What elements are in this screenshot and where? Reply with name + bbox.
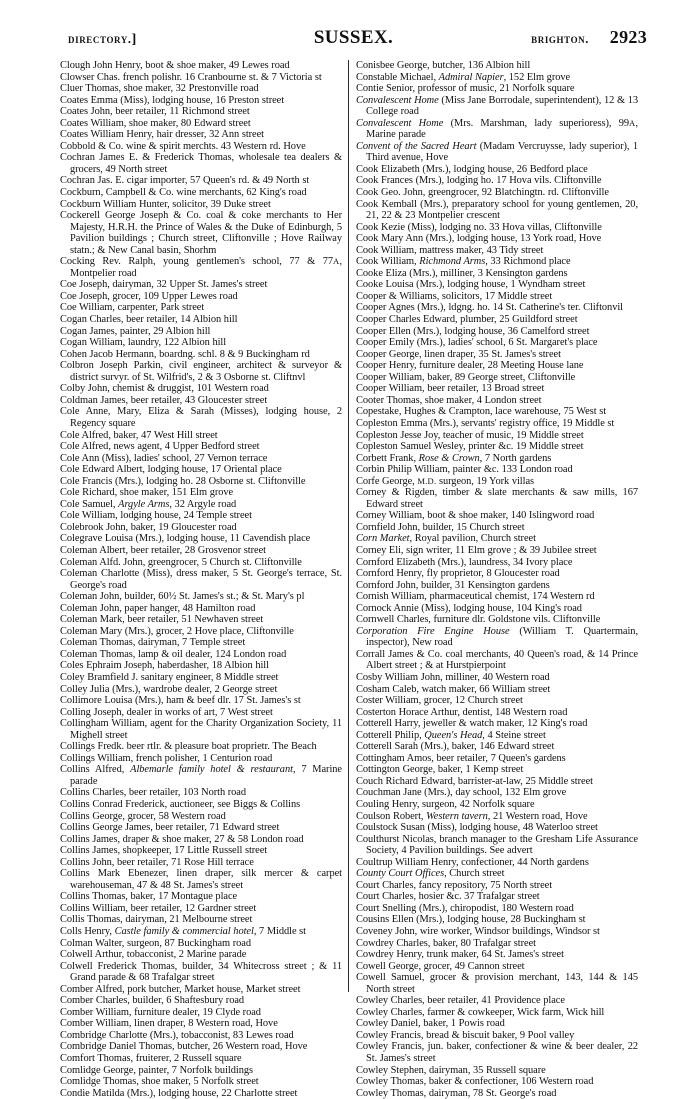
directory-entry: Collis Thomas, dairyman, 21 Melbourne street xyxy=(60,914,253,926)
directory-entry: Coster William, grocer, 12 Church street xyxy=(356,695,523,707)
directory-entry: Coley Bramfield J. sanitary engineer, 8 Middle street xyxy=(60,671,279,683)
directory-entry: Cooper Ellen (Mrs.), lodging house, 36 Camelford street xyxy=(356,325,590,337)
directory-entry: Cooper George, linen draper, 35 St. James's street xyxy=(356,348,561,360)
directory-entry: Costerton Horace Arthur, dentist, 148 Western road xyxy=(356,706,568,718)
directory-entry: Cooke Louisa (Mrs.), lodging house, 1 Wyndham street xyxy=(356,279,586,291)
directory-entry: Colwell Arthur, tobacconist, 2 Marine parade xyxy=(60,949,247,961)
directory-entry: Convalescent Home (Miss Jane Borrodale, superintendent), 12 & 13 College road xyxy=(356,94,638,118)
directory-entry: Collins Mark Ebenezer, linen draper, silk mercer & carpet warehouseman, 47 & 48 St. James's street xyxy=(60,868,342,891)
directory-entry: Cowley Stephen, dairyman, 35 Russell square xyxy=(356,1064,546,1076)
running-head-left-label: directory. xyxy=(68,32,132,46)
directory-entry: Collimore Louisa (Mrs.), ham & beef dlr. 17 St. James's st xyxy=(60,695,301,707)
directory-entry: Coates William, shoe maker, 80 Edward street xyxy=(60,117,251,129)
directory-entry: Cogan James, painter, 29 Albion hill xyxy=(60,325,211,337)
directory-entry: Cocking Rev. Ralph, young gentlemen's school, 77 & 77A, Montpelier road xyxy=(60,256,342,279)
directory-entry: Coates John, beer retailer, 11 Richmond street xyxy=(60,106,250,118)
directory-entry: Coates Emma (Miss), lodging house, 16 Preston street xyxy=(60,94,285,106)
directory-entry: Colling Joseph, dealer in works of art, 7 West street xyxy=(60,706,273,718)
directory-entry: Clowser Chas. french polishr. 16 Cranbourne st. & 7 Victoria st xyxy=(60,71,322,83)
directory-entry: Collins Charles, beer retailer, 103 North road xyxy=(60,787,247,799)
directory-entry: Cottington George, baker, 1 Kemp street xyxy=(356,764,524,776)
directory-entry: Collins James, draper & shoe maker, 27 & 58 London road xyxy=(60,833,304,845)
directory-entry: Corney & Rigden, timber & slate merchants & saw mills, 167 Edward street xyxy=(356,487,638,510)
directory-column-left xyxy=(60,60,342,1099)
directory-entry: Cluer Thomas, shoe maker, 32 Prestonville road xyxy=(60,83,259,95)
directory-entry: Cowdrey Henry, trunk maker, 64 St. James's street xyxy=(356,949,564,961)
directory-entry: Cole Francis (Mrs.), lodging ho. 28 Osborne st. Cliftonville xyxy=(60,475,306,487)
directory-entry: Cooper Henry, furniture dealer, 28 Meeting House lane xyxy=(356,360,584,372)
directory-entry: Cooter Thomas, shoe maker, 4 London street xyxy=(356,394,542,406)
directory-entry: Cornfield John, builder, 15 Church street xyxy=(356,521,525,533)
directory-entry: Cohen Jacob Hermann, boardng. schl. 8 & 9 Buckingham rd xyxy=(60,348,310,360)
running-head-right: brighton. xyxy=(531,32,589,46)
directory-entry: Cockburn William Hunter, solicitor, 39 Duke street xyxy=(60,198,271,210)
directory-entry: Cogan Charles, beer retailer, 14 Albion hill xyxy=(60,314,238,326)
directory-entry: Colbron Joseph Parkin, civil engineer, architect & surveyor & district survyr. of St. Wilfrid's, 2 & 3 Osborne st. Cliftnvl xyxy=(60,360,342,383)
directory-entry: Collins George, grocer, 58 Western road xyxy=(60,810,226,822)
directory-entry: Coles Ephraim Joseph, haberdasher, 18 Albion hill xyxy=(60,660,269,672)
running-head xyxy=(60,27,647,54)
directory-entry: Collins Conrad Frederick, auctioneer, see Biggs & Collins xyxy=(60,799,301,810)
directory-entry: Colwell Frederick Thomas, builder, 34 Whitecross street ; & 11 Grand parade & 68 Trafalgar street xyxy=(60,960,342,984)
directory-entry: Colby John, chemist & druggist, 101 Western road xyxy=(60,383,269,395)
directory-entry: Cotterell Sarah (Mrs.), baker, 146 Edward street xyxy=(356,741,555,753)
directory-entry: Cowley Daniel, baker, 1 Powis road xyxy=(356,1018,505,1030)
directory-entry: Cook William, mattress maker, 43 Tidy street xyxy=(356,244,544,256)
directory-entry: Cook Geo. John, greengrocer, 92 Blatchingtn. rd. Cliftonville xyxy=(356,187,609,199)
directory-entry: Copestake, Hughes & Crampton, lace warehouse, 75 West st xyxy=(356,406,607,418)
directory-entry: Copleston Emma (Mrs.), servants' registry office, 19 Middle st xyxy=(356,417,615,429)
directory-entry: Cornford Elizabeth (Mrs.), laundress, 34 Ivory place xyxy=(356,556,573,568)
directory-entry: Coulthurst Nicolas, branch manager to the Gresham Life Assurance Society, 4 Pavilion buildings. See advert xyxy=(356,833,638,857)
directory-entry: Cosby William John, milliner, 40 Western road xyxy=(356,671,550,683)
running-head-center: SUSSEX. xyxy=(313,27,394,48)
directory-entry: Cochran Jas. E. cigar importer, 57 Queen's rd. & 49 North st xyxy=(60,175,310,187)
directory-entry: Cowley Charles, beer retailer, 41 Providence place xyxy=(356,995,565,1007)
directory-entry: Contie Senior, professor of music, 21 Norfolk square xyxy=(356,83,575,95)
directory-entry: Cole Edward Albert, lodging house, 17 Oriental place xyxy=(60,464,282,476)
directory-entry: Copleston Jesse Joy, teacher of music, 19 Middle street xyxy=(356,429,584,441)
directory-entry: Cook Elizabeth (Mrs.), lodging house, 26 Bedford place xyxy=(356,163,588,175)
directory-entry: Cowell George, grocer, 49 Cannon street xyxy=(356,960,525,972)
directory-entry: Cooper Charles Edward, plumber, 25 Guildford street xyxy=(356,314,578,326)
directory-columns xyxy=(60,60,650,1099)
directory-entry: Cowley Thomas, dairyman, 78 St. George's road xyxy=(356,1087,557,1099)
directory-entry: Coleman Mary (Mrs.), grocer, 2 Hove place, Cliftonville xyxy=(60,625,294,637)
directory-entry: Cole Ann (Miss), ladies' school, 27 Vernon terrace xyxy=(60,452,268,464)
directory-entry: Cogan William, laundry, 122 Albion hill xyxy=(60,337,227,349)
directory-entry: Corrall James & Co. coal merchants, 40 Queen's road, & 14 Prince Albert street ; & at Hurstpierpoint xyxy=(356,648,638,672)
directory-entry: Combridge Daniel Thomas, butcher, 26 Western road, Hove xyxy=(60,1041,308,1053)
directory-entry: Colman Walter, surgeon, 87 Buckingham road xyxy=(60,937,251,949)
directory-entry: Corbett Frank, Rose & Crown, 7 North gardens xyxy=(356,452,552,464)
directory-entry: Cornock Annie (Miss), lodging house, 104 King's road xyxy=(356,602,582,614)
directory-entry: Cobbold & Co. wine & spirit merchts. 43 Western rd. Hove xyxy=(60,140,306,152)
directory-entry: Copleston Samuel Wesley, printer &c. 19 Middle street xyxy=(356,441,584,453)
directory-entry: Cole William, lodging house, 24 Temple street xyxy=(60,510,252,522)
directory-entry: Cole Samuel, Argyle Arms, 32 Argyle road xyxy=(60,498,237,510)
directory-entry: Cook William, Richmond Arms, 33 Richmond place xyxy=(356,256,571,268)
directory-entry: Court Snelling (Mrs.), chiropodist, 180 Western road xyxy=(356,902,574,914)
directory-entry: Cooper Emily (Mrs.), ladies' school, 6 St. Margaret's place xyxy=(356,337,598,349)
directory-entry: Comber William, linen draper, 8 Western road, Hove xyxy=(60,1018,278,1030)
directory-entry: Cook Kemball (Mrs.), preparatory school for young gentlemen, 20, 21, 22 & 23 Montpelier crescent xyxy=(356,198,638,222)
directory-entry: Cole Anne, Mary, Eliza & Sarah (Misses), lodging house, 2 Regency square xyxy=(60,406,342,429)
directory-entry: Comber Alfred, pork butcher, Market house, Market street xyxy=(60,983,301,995)
directory-entry: Cochran James E. & Frederick Thomas, wholesale tea dealers & grocers, 49 North street xyxy=(60,152,342,175)
directory-entry: Collins Thomas, baker, 17 Montague place xyxy=(60,891,238,903)
directory-entry: Combridge Charlotte (Mrs.), tobacconist, 83 Lewes road xyxy=(60,1029,294,1041)
directory-entry: Collings William, french polisher, 1 Centurion road xyxy=(60,752,273,764)
directory-entry: Coleman Thomas, lamp & oil dealer, 124 London road xyxy=(60,648,287,660)
page-number: 2923 xyxy=(609,27,647,47)
directory-entry: Convalescent Home (Mrs. Marshman, lady superioress), 99A, Marine parade xyxy=(356,117,639,141)
directory-entry: Colebrook John, baker, 19 Gloucester road xyxy=(60,521,237,533)
directory-entry: Coleman Thomas, dairyman, 7 Temple street xyxy=(60,637,246,649)
directory-entry: Corney Eli, sign writer, 11 Elm grove ; & 39 Jubilee street xyxy=(356,544,597,556)
directory-entry: Cockerell George Joseph & Co. coal & coke merchants to Her Majesty, H.R.H. the Prince of Wales & the Duke of Edinburgh, 5 Pavilion buildings ; Church street, Cliftonville ; Hove Railway statn.; & New Canal basin, Shorhm xyxy=(60,210,342,256)
directory-entry: Cowell Samuel, grocer & provision merchant, 143, 144 & 145 North street xyxy=(356,972,638,995)
directory-entry: Clough John Henry, boot & shoe maker, 49 Lewes road xyxy=(60,60,290,71)
directory-entry: Cook Frances (Mrs.), lodging ho. 17 Hova vils. Cliftonville xyxy=(356,175,602,187)
directory-entry: Cowdrey Charles, baker, 80 Trafalgar street xyxy=(356,937,537,949)
directory-entry: Cowley Charles, farmer & cowkeeper, Wick farm, Wick hill xyxy=(356,1006,605,1018)
directory-entry: Collins William, beer retailer, 12 Gardner street xyxy=(60,902,257,914)
directory-entry: Cotterell Harry, jeweller & watch maker, 12 King's road xyxy=(356,718,588,730)
running-head-left-bracket: ] xyxy=(131,32,137,47)
directory-column-right xyxy=(356,60,638,1099)
directory-entry: Couling Henry, surgeon, 42 Norfolk square xyxy=(356,799,535,810)
directory-entry: Cooper & Williams, solicitors, 17 Middle street xyxy=(356,290,553,302)
directory-entry: Coe Joseph, dairyman, 32 Upper St. James's street xyxy=(60,279,268,291)
directory-entry: Coleman Albert, beer retailer, 28 Grosvenor street xyxy=(60,544,266,556)
directory-entry: Collins James, shopkeeper, 17 Little Russell street xyxy=(60,845,268,857)
directory-entry: Coleman John, builder, 60½ St. James's st.; & St. Mary's pl xyxy=(60,591,305,603)
directory-entry: Comfort Thomas, fruiterer, 2 Russell square xyxy=(60,1053,242,1065)
directory-entry: Coleman Charlotte (Miss), dress maker, 5 St. George's terrace, St. George's road xyxy=(60,568,342,591)
directory-entry: Cornford Henry, fly proprietor, 8 Gloucester road xyxy=(356,568,560,580)
directory-entry: Cottingham Amos, beer retailer, 7 Queen's gardens xyxy=(356,752,566,764)
directory-entry: Court Charles, hosier &c. 37 Trafalgar street xyxy=(356,891,540,903)
directory-entry: Condie Matilda (Mrs.), lodging house, 22 Charlotte street xyxy=(60,1087,298,1099)
directory-entry: Corney William, boot & shoe maker, 140 Islingword road xyxy=(356,510,595,522)
directory-entry: Comber Charles, builder, 6 Shaftesbury road xyxy=(60,995,245,1007)
directory-entry: Cornford John, builder, 31 Kensington gardens xyxy=(356,579,550,591)
directory-entry: Coulson Robert, Western tavern, 21 Western road, Hove xyxy=(356,810,588,822)
directory-entry: Cowley Francis, bread & biscuit baker, 9 Pool valley xyxy=(356,1029,575,1041)
directory-entry: Collins Alfred, Albemarle family hotel & restaurant, 7 Marine parade xyxy=(60,764,342,787)
directory-entry: Cooper Agnes (Mrs.), ldgng. ho. 14 St. Catherine's ter. Cliftonvil xyxy=(356,302,624,314)
directory-entry: Coe William, carpenter, Park street xyxy=(60,302,205,314)
directory-entry: Couchman Jane (Mrs.), day school, 132 Elm grove xyxy=(356,787,567,799)
directory-entry: Convent of the Sacred Heart (Madam Vercruysse, lady superior), 1 Third avenue, Hove xyxy=(356,140,638,164)
directory-entry: Cook Kezie (Miss), lodging no. 33 Hova villas, Cliftonville xyxy=(356,221,602,233)
directory-entry: Couch Richard Edward, barrister-at-law, 25 Middle street xyxy=(356,775,593,787)
directory-entry: Coultrup William Henry, confectioner, 44 North gardens xyxy=(356,856,589,868)
directory-entry: Collings Fredk. beer rtlr. & pleasure boat proprietr. The Beach xyxy=(60,741,317,753)
directory-entry: Cousins Ellen (Mrs.), lodging house, 28 Buckingham st xyxy=(356,914,586,926)
directory-entry: Cole Alfred, news agent, 4 Upper Bedford street xyxy=(60,441,260,453)
directory-entry: Cockburn, Campbell & Co. wine merchants, 62 King's road xyxy=(60,187,307,199)
directory-entry: County Court Offices, Church street xyxy=(356,868,505,880)
directory-entry: Cosham Caleb, watch maker, 66 William street xyxy=(356,683,551,695)
directory-entry: Collins George James, beer retailer, 71 Edward street xyxy=(60,822,280,834)
directory-entry: Collins John, beer retailer, 71 Rose Hill terrace xyxy=(60,856,254,868)
directory-entry: Colls Henry, Castle family & commercial hotel, 7 Middle st xyxy=(60,926,307,938)
directory-entry: Collingham William, agent for the Charity Organization Society, 11 Mighell street xyxy=(60,718,342,741)
directory-entry: Coleman Alfd. John, greengrocer, 5 Church st. Cliftonville xyxy=(60,556,302,568)
directory-entry: Cooper William, beer retailer, 13 Broad street xyxy=(356,383,545,395)
directory-entry: Cowley Francis, jun. baker, confectioner & wine & beer dealer, 22 St. James's street xyxy=(356,1041,638,1065)
directory-entry: Coleman John, paper hanger, 48 Hamilton road xyxy=(60,602,256,614)
directory-entry: Corporation Fire Engine House (William T. Quartermain, inspector), New road xyxy=(356,625,638,649)
directory-entry: Cole Richard, shoe maker, 151 Elm grove xyxy=(60,487,234,499)
directory-entry: Coulstock Susan (Miss), lodging house, 48 Waterloo street xyxy=(356,822,598,834)
directory-entry: Cotterell Philip, Queen's Head, 4 Steine street xyxy=(356,729,546,741)
directory-entry: Cole Alfred, baker, 47 West Hill street xyxy=(60,429,218,441)
directory-entry: Colegrave Louisa (Mrs.), lodging house, 11 Cavendish place xyxy=(60,533,311,545)
directory-entry: Corn Market, Royal pavilion, Church street xyxy=(356,533,536,545)
directory-entry: Colley Julia (Mrs.), wardrobe dealer, 2 George street xyxy=(60,683,278,695)
directory-entry: Cooke Eliza (Mrs.), milliner, 3 Kensington gardens xyxy=(356,267,568,279)
directory-entry: Comlidge Thomas, shoe maker, 5 Norfolk street xyxy=(60,1076,259,1088)
directory-entry: Coleman Mark, beer retailer, 51 Newhaven street xyxy=(60,614,264,626)
directory-entry: Cooper William, baker, 89 George street, Cliftonville xyxy=(356,371,576,383)
column-divider-rule xyxy=(348,60,349,992)
directory-entry: Constable Michael, Admiral Napier, 152 Elm grove xyxy=(356,71,571,83)
directory-entry: Coldman James, beer retailer, 43 Gloucester street xyxy=(60,394,268,406)
directory-entry: Cowley Thomas, baker & confectioner, 106 Western road xyxy=(356,1076,594,1088)
directory-entry: Coates William Henry, hair dresser, 32 Ann street xyxy=(60,129,265,141)
directory-entry: Cornwell Charles, furniture dlr. Goldstone vils. Cliftonville xyxy=(356,614,601,626)
directory-entry: Comlidge George, painter, 7 Norfolk buildings xyxy=(60,1064,254,1076)
directory-entry: Corbin Philip William, painter &c. 133 London road xyxy=(356,464,573,476)
directory-entry: Corfe George, M.D. surgeon, 19 York villas xyxy=(356,475,535,487)
directory-entry: Conisbee George, butcher, 136 Albion hill xyxy=(356,60,531,71)
directory-entry: Court Charles, fancy repository, 75 North street xyxy=(356,879,553,891)
directory-entry: Cook Mary Ann (Mrs.), lodging house, 13 York road, Hove xyxy=(356,233,602,245)
directory-entry: Cornish William, pharmaceutical chemist, 174 Western rd xyxy=(356,591,595,603)
directory-entry: Coe Joseph, grocer, 109 Upper Lewes road xyxy=(60,290,238,302)
directory-entry: Comber William, furniture dealer, 19 Clyde road xyxy=(60,1006,261,1018)
directory-entry: Coveney John, wire worker, Windsor buildings, Windsor st xyxy=(356,926,600,938)
